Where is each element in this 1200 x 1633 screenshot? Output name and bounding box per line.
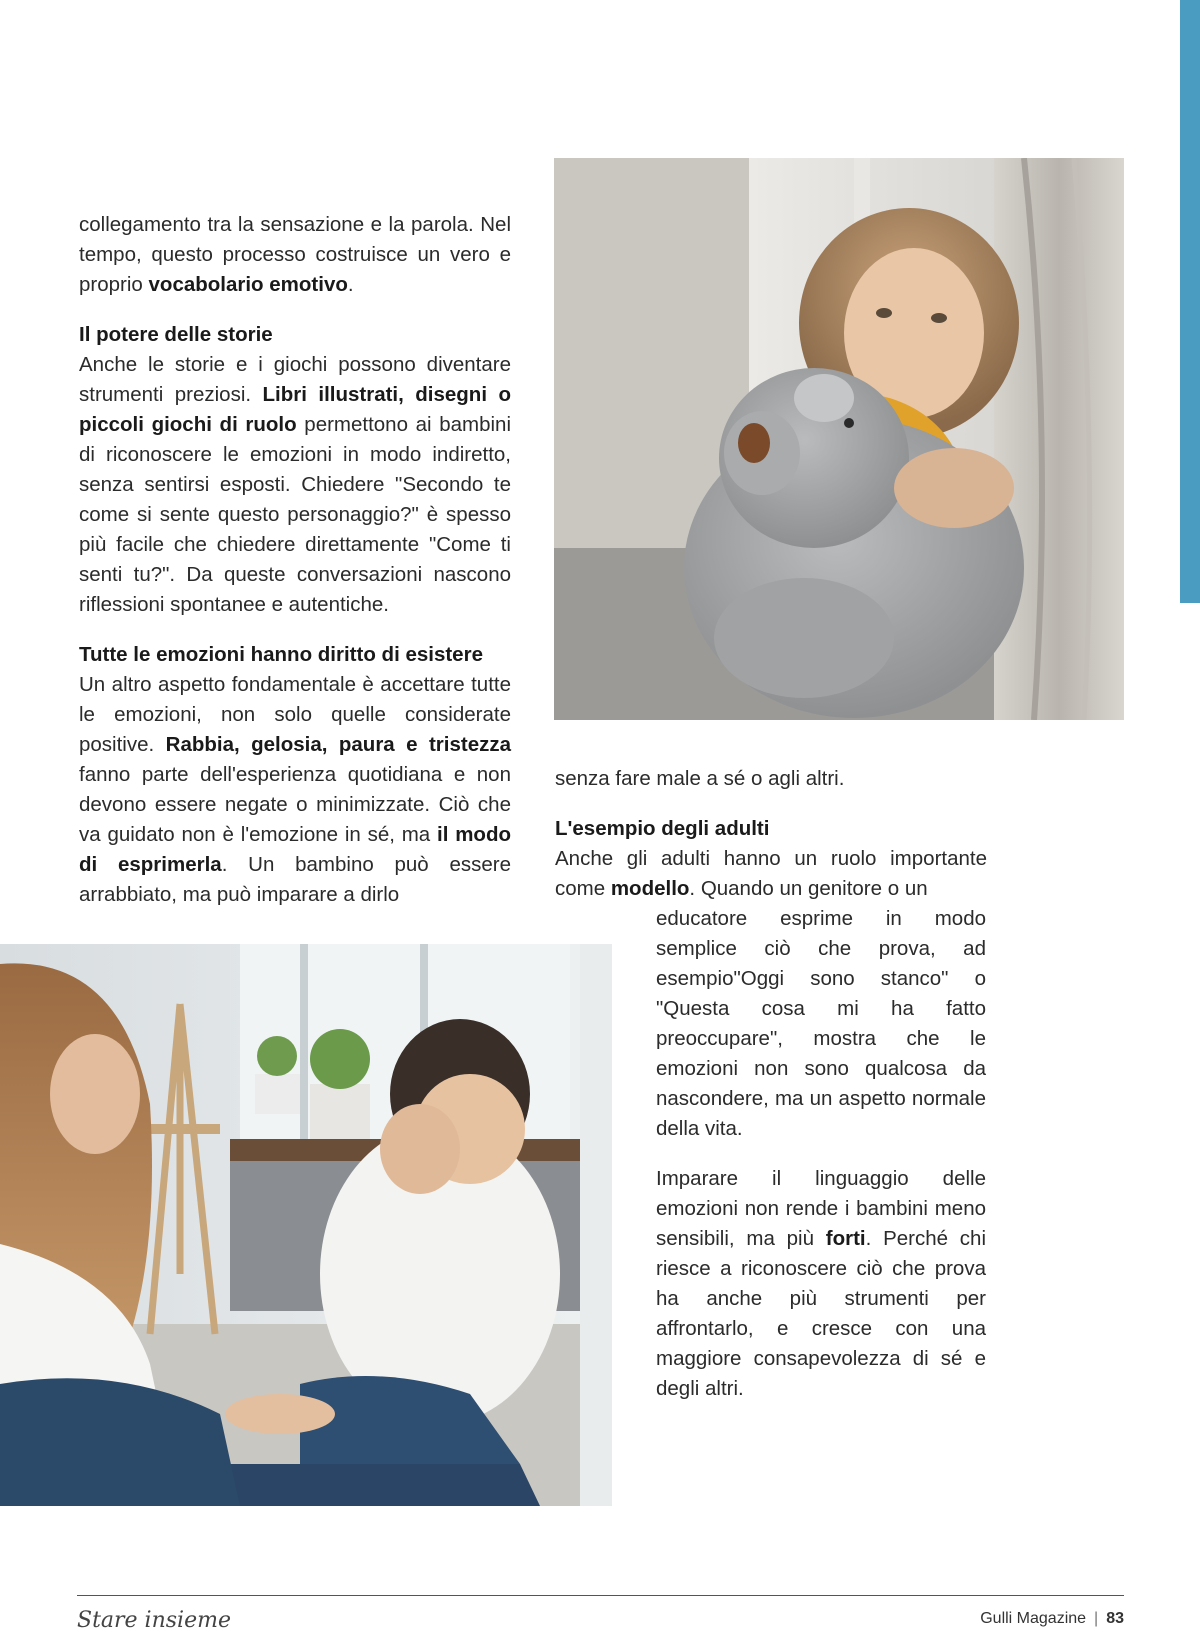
page-number: 83 [1106, 1610, 1124, 1627]
heading-emozioni-diritto: Tutte le emozioni hanno diritto di esistere [79, 643, 483, 666]
right-text-continuation [555, 764, 987, 794]
footer-page-info [980, 1610, 1124, 1628]
footer-rule [77, 1595, 1124, 1596]
mother-and-child-photo [0, 944, 612, 1506]
paragraph-conclusion: Imparare il linguaggio delle emozioni non rende i bambini meno sensibili, ma più forti. Perché chi riesce a riconoscere ciò che prova ha anche più strumenti per affrontarlo, e cresce con una maggiore consapevolezza di sé e degli altri. [656, 1167, 986, 1400]
paragraph-emozioni: Un altro aspetto fondamentale è accettare tutte le emozioni, non solo quelle considerate positive. Rabbia, gelosia, paura e tristezza fanno parte dell'esperienza quotidiana e non devono essere negate o minimizzate. Ciò che va guidato non è l'emozione in sé, ma il modo di esprimerla. Un bambino può essere arrabbiato, ma può imparare a dirlo [79, 673, 511, 906]
right-text-adulti [555, 814, 987, 904]
heading-potere-storie: Il potere delle storie [79, 323, 273, 346]
girl-with-teddy-photo [554, 158, 1124, 720]
heading-esempio-adulti: L'esempio degli adulti [555, 817, 770, 840]
paragraph-adulti-start: Anche gli adulti hanno un ruolo importante come modello. Quando un genitore o un [555, 847, 987, 900]
paragraph-vocabolario: collegamento tra la sensazione e la parola. Nel tempo, questo processo costruisce un vero e proprio vocabolario emotivo. [79, 213, 511, 296]
left-text-column [79, 210, 511, 910]
paragraph-storie: Anche le storie e i giochi possono diventare strumenti preziosi. Libri illustrati, disegni o piccoli giochi di ruolo permettono ai bambini di riconoscere le emozioni in modo indiretto, senza sentirsi esposti. Chiedere "Secondo te come si sente questo personaggio?" è spesso più facile che chiedere direttamente "Come ti senti tu?". Da queste conversazioni nascono riflessioni spontanee e autentiche. [79, 353, 511, 616]
paragraph-continuation: senza fare male a sé o agli altri. [555, 767, 845, 790]
right-text-narrow [656, 904, 986, 1404]
footer-separator: | [1094, 1610, 1099, 1627]
paragraph-adulti-cont: educatore esprime in modo semplice ciò che prova, ad esempio"Oggi sono stanco" o "Questa cosa mi ha fatto preoccupare", mostra che le emozioni non sono qualcosa da nascondere, ma un aspetto normale della vita. [656, 907, 986, 1140]
footer-magazine-name: Gulli Magazine [980, 1610, 1087, 1627]
footer-section-name: Stare insieme [77, 1608, 231, 1633]
section-color-tab [1180, 0, 1200, 603]
